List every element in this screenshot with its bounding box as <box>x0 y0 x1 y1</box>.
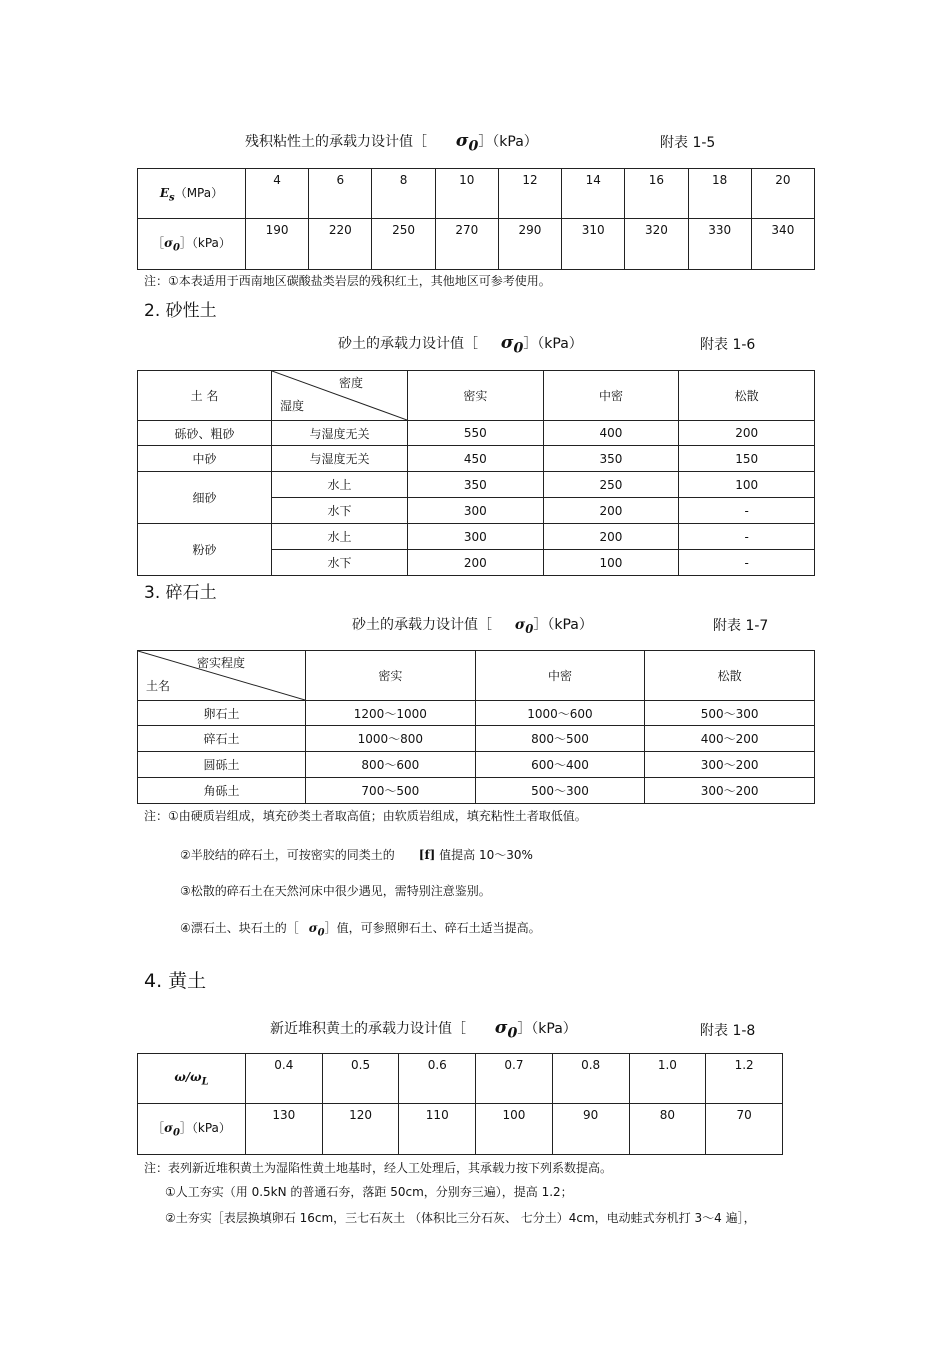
cell-value: 110 <box>399 1104 476 1155</box>
table-1-7-note-2: ②半胶结的碎石土，可按密实的同类土的 [f] 值提高 10～30% <box>180 848 533 862</box>
table-header-row <box>138 651 815 701</box>
table-header-row <box>138 371 815 421</box>
cell-es: 10 <box>435 169 498 219</box>
cell-value: 100 <box>543 550 679 576</box>
table-1-5-note: 注：①本表适用于西南地区碳酸盐类岩层的残积红土，其他地区可参考使用。 <box>144 274 551 288</box>
cell-value: 1000～600 <box>475 701 645 726</box>
table-1-8-note-2: ①人工夯实（用 0.5kN 的普通石夯，落距 50cm，分别夯三遍），提高 1.2； <box>165 1185 573 1199</box>
table-row <box>138 446 815 472</box>
cell-value: - <box>679 550 815 576</box>
table-1-8-note-1: 注：表列新近堆积黄土为湿陷性黄土地基时，经人工处理后，其承载力按下列系数提高。 <box>144 1161 613 1175</box>
header-diagonal-cell <box>272 371 408 421</box>
cell-ratio: 1.0 <box>629 1054 706 1104</box>
cell-humidity: 与湿度无关 <box>272 421 408 446</box>
table-1-5-caption <box>245 131 538 154</box>
cell-humidity: 水上 <box>272 524 408 550</box>
cell-es: 6 <box>309 169 372 219</box>
header-col: 松散 <box>679 371 815 421</box>
cell-soil: 粉砂 <box>138 524 272 576</box>
cell-value: 1200～1000 <box>306 701 476 726</box>
cell-soil: 中砂 <box>138 446 272 472</box>
header-col: 中密 <box>543 371 679 421</box>
cell-humidity: 水下 <box>272 498 408 524</box>
cell-value: 250 <box>543 472 679 498</box>
table-1-7 <box>137 650 815 804</box>
cell-value: 500～300 <box>645 701 815 726</box>
cell-value: 200 <box>543 498 679 524</box>
cell-value: - <box>679 498 815 524</box>
cell-es: 14 <box>562 169 625 219</box>
table-row <box>138 472 815 498</box>
header-soil-name: 土名 <box>146 679 171 693</box>
cell-soil: 碎石土 <box>138 726 306 752</box>
table-row <box>138 701 815 726</box>
table-1-7-note-1: 注：①由硬质岩组成，填充砂类土者取高值；由软质岩组成，填充粘性土者取低值。 <box>144 809 587 823</box>
cell-es: 4 <box>246 169 309 219</box>
cell-value: 320 <box>625 219 688 270</box>
cell-value: 80 <box>629 1104 706 1155</box>
cell-ratio: 1.2 <box>706 1054 783 1104</box>
table-1-6 <box>137 370 815 576</box>
header-soil-name: 土 名 <box>138 371 272 421</box>
section-heading-sand: 2. 砂性土 <box>144 301 217 321</box>
cell-value: 70 <box>706 1104 783 1155</box>
cell-value: 300 <box>408 524 544 550</box>
cell-value: 290 <box>498 219 561 270</box>
section-heading-loess: 4. 黄土 <box>144 970 207 992</box>
header-col: 松散 <box>645 651 815 701</box>
table-1-7-note-4: ④漂石土、块石土的［ $\sigma_0]$值，可参照卵石土、碎石土适当提高。 <box>180 921 541 939</box>
cell-ratio: 0.6 <box>399 1054 476 1104</box>
table-row-sigma <box>138 1104 783 1155</box>
cell-value: 270 <box>435 219 498 270</box>
table-1-8-label: 附表 1-8 <box>700 1023 756 1039</box>
table-row-sigma <box>138 219 815 270</box>
cell-ratio: 0.7 <box>476 1054 553 1104</box>
cell-value: 130 <box>246 1104 323 1155</box>
cell-humidity: 与湿度无关 <box>272 446 408 472</box>
section-heading-gravel: 3. 碎石土 <box>144 583 217 603</box>
cell-value: 400～200 <box>645 726 815 752</box>
cell-humidity: 水下 <box>272 550 408 576</box>
cell-soil: 圆砾土 <box>138 752 306 778</box>
caption-text: 残积粘性土的承载力设计值［ <box>245 134 427 150</box>
header-col: 密实 <box>408 371 544 421</box>
cell-es: 12 <box>498 169 561 219</box>
header-humidity: 湿度 <box>280 399 305 413</box>
cell-es: 16 <box>625 169 688 219</box>
cell-value: 150 <box>679 446 815 472</box>
table-1-8-caption: 新近堆积黄土的承载力设计值［ $\sigma_0](kPa)$ <box>270 1018 577 1042</box>
cell-ratio: 0.8 <box>552 1054 629 1104</box>
cell-soil: 角砾土 <box>138 778 306 804</box>
cell-value: 700～500 <box>306 778 476 804</box>
cell-value: 340 <box>751 219 814 270</box>
table-1-6-caption: 砂土的承载力设计值［ $\sigma_0](kPa)$ <box>338 333 583 357</box>
table-1-6-label: 附表 1-6 <box>700 337 756 353</box>
table-row-es <box>138 169 815 219</box>
cell-es: 20 <box>751 169 814 219</box>
cell-value: 300～200 <box>645 778 815 804</box>
cell-humidity: 水上 <box>272 472 408 498</box>
table-row-ratio <box>138 1054 783 1104</box>
header-degree: 密实程度 <box>196 656 245 670</box>
cell-value: 350 <box>543 446 679 472</box>
table-1-5 <box>137 168 815 270</box>
header-diagonal-cell <box>138 651 306 701</box>
cell-value: - <box>679 524 815 550</box>
sigma-symbol: $\sigma_0$ <box>500 333 524 357</box>
cell-es: 18 <box>688 169 751 219</box>
header-col: 中密 <box>475 651 645 701</box>
cell-value: 100 <box>476 1104 553 1155</box>
cell-value: 120 <box>322 1104 399 1155</box>
cell-value: 600～400 <box>475 752 645 778</box>
cell-value: 200 <box>408 550 544 576</box>
cell-soil: 细砂 <box>138 472 272 524</box>
table-1-8-note-3: ②土夯实［表层换填卵石 16cm，三七石灰土 （体积比三分石灰、 七分土）4cm，电动蛙式夯机打 3～4 遍］， <box>165 1211 756 1225</box>
cell-soil: 卵石土 <box>138 701 306 726</box>
row-label-ratio: $\omega/\omega_L$ <box>138 1054 246 1104</box>
caption-unit: ］（kPa） <box>478 134 538 150</box>
cell-value: 800～500 <box>475 726 645 752</box>
cell-es: 8 <box>372 169 435 219</box>
cell-value: 450 <box>408 446 544 472</box>
cell-value: 100 <box>679 472 815 498</box>
cell-ratio: 0.4 <box>246 1054 323 1104</box>
cell-value: 330 <box>688 219 751 270</box>
table-row <box>138 726 815 752</box>
table-row <box>138 752 815 778</box>
row-label-sigma: $[\sigma_0](kPa)$ <box>138 219 246 270</box>
cell-value: 500～300 <box>475 778 645 804</box>
cell-value: 310 <box>562 219 625 270</box>
cell-value: 220 <box>309 219 372 270</box>
table-row <box>138 524 815 550</box>
sigma-symbol: $\sigma_0$ <box>514 617 534 636</box>
header-density: 密度 <box>338 376 363 390</box>
table-row <box>138 421 815 446</box>
cell-ratio: 0.5 <box>322 1054 399 1104</box>
cell-value: 250 <box>372 219 435 270</box>
cell-value: 800～600 <box>306 752 476 778</box>
header-col: 密实 <box>306 651 476 701</box>
cell-value: 1000～800 <box>306 726 476 752</box>
table-1-7-note-3: ③松散的碎石土在天然河床中很少遇见，需特别注意鉴别。 <box>180 884 491 898</box>
row-label-es: $E_s(MPa)$ <box>138 169 246 219</box>
table-row <box>138 778 815 804</box>
cell-value: 400 <box>543 421 679 446</box>
cell-value: 300～200 <box>645 752 815 778</box>
cell-value: 90 <box>552 1104 629 1155</box>
table-1-7-label: 附表 1-7 <box>713 618 769 634</box>
sigma-symbol: $\sigma_0$ <box>455 131 479 155</box>
cell-value: 200 <box>543 524 679 550</box>
cell-value: 300 <box>408 498 544 524</box>
sigma-symbol: $\sigma_0$ <box>494 1018 518 1042</box>
table-1-8 <box>137 1053 783 1155</box>
cell-value: 550 <box>408 421 544 446</box>
table-1-5-label: 附表 1-5 <box>660 135 716 151</box>
cell-value: 350 <box>408 472 544 498</box>
row-label-sigma: $[\sigma_0](kPa)$ <box>138 1104 246 1155</box>
cell-value: 190 <box>246 219 309 270</box>
cell-soil: 砾砂、粗砂 <box>138 421 272 446</box>
cell-value: 200 <box>679 421 815 446</box>
table-1-7-caption: 砂土的承载力设计值［ $\sigma_0](kPa)$ <box>352 617 593 636</box>
